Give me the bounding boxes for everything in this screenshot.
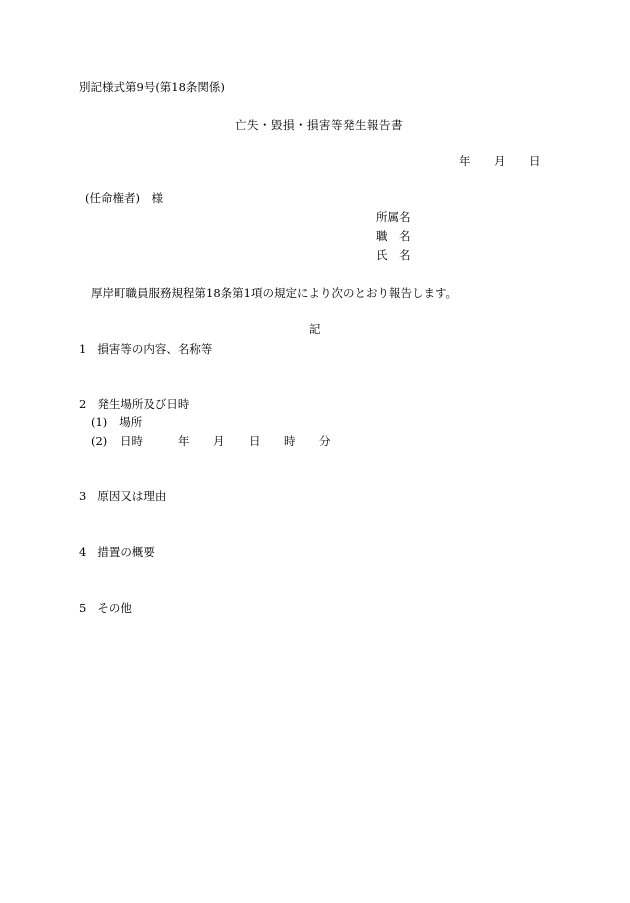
date-day: 日	[529, 154, 541, 168]
reporter-name-label: 氏 名	[376, 248, 411, 262]
item-number: 2	[79, 397, 87, 411]
datetime-year: 年	[178, 434, 190, 448]
ki-heading: 記	[309, 322, 321, 336]
item-label: 原因又は理由	[97, 489, 167, 503]
sub-item-number: (2)	[91, 434, 108, 448]
item-label: 発生場所及び日時	[97, 397, 190, 411]
item-4	[79, 547, 155, 559]
datetime-day: 日	[249, 434, 261, 448]
body-text: 厚岸町職員服務規程第18条第1項の規定により次のとおり報告します。	[91, 286, 458, 300]
item-number: 3	[79, 489, 87, 503]
item-3	[79, 491, 166, 503]
item-number: 1	[79, 342, 87, 356]
sub-item-label: 日時	[120, 434, 143, 448]
sub-item-label: 場所	[119, 415, 143, 429]
datetime-month: 月	[213, 434, 225, 448]
reporter-affiliation-label: 所属名	[376, 210, 411, 224]
sub-item-number: (1)	[91, 415, 108, 429]
item-label: その他	[97, 601, 132, 615]
item-label: 措置の概要	[97, 545, 155, 559]
document-title: 亡失・毀損・損害等発生報告書	[235, 118, 403, 132]
item-number: 4	[79, 545, 87, 559]
form-number-label: 別記様式第9号(第18条関係)	[79, 80, 225, 94]
datetime-hour: 時	[284, 434, 296, 448]
date-month: 月	[494, 154, 506, 168]
datetime-minute: 分	[319, 434, 331, 448]
item-2	[79, 399, 189, 411]
addressee: (任命権者) 様	[85, 191, 163, 205]
item-1	[79, 344, 212, 356]
reporter-position-label: 職 名	[376, 229, 411, 243]
item-5	[79, 603, 132, 615]
date-year: 年	[459, 154, 471, 168]
sub-item-place	[91, 417, 142, 429]
item-label: 損害等の内容、名称等	[97, 342, 213, 356]
item-number: 5	[79, 601, 87, 615]
